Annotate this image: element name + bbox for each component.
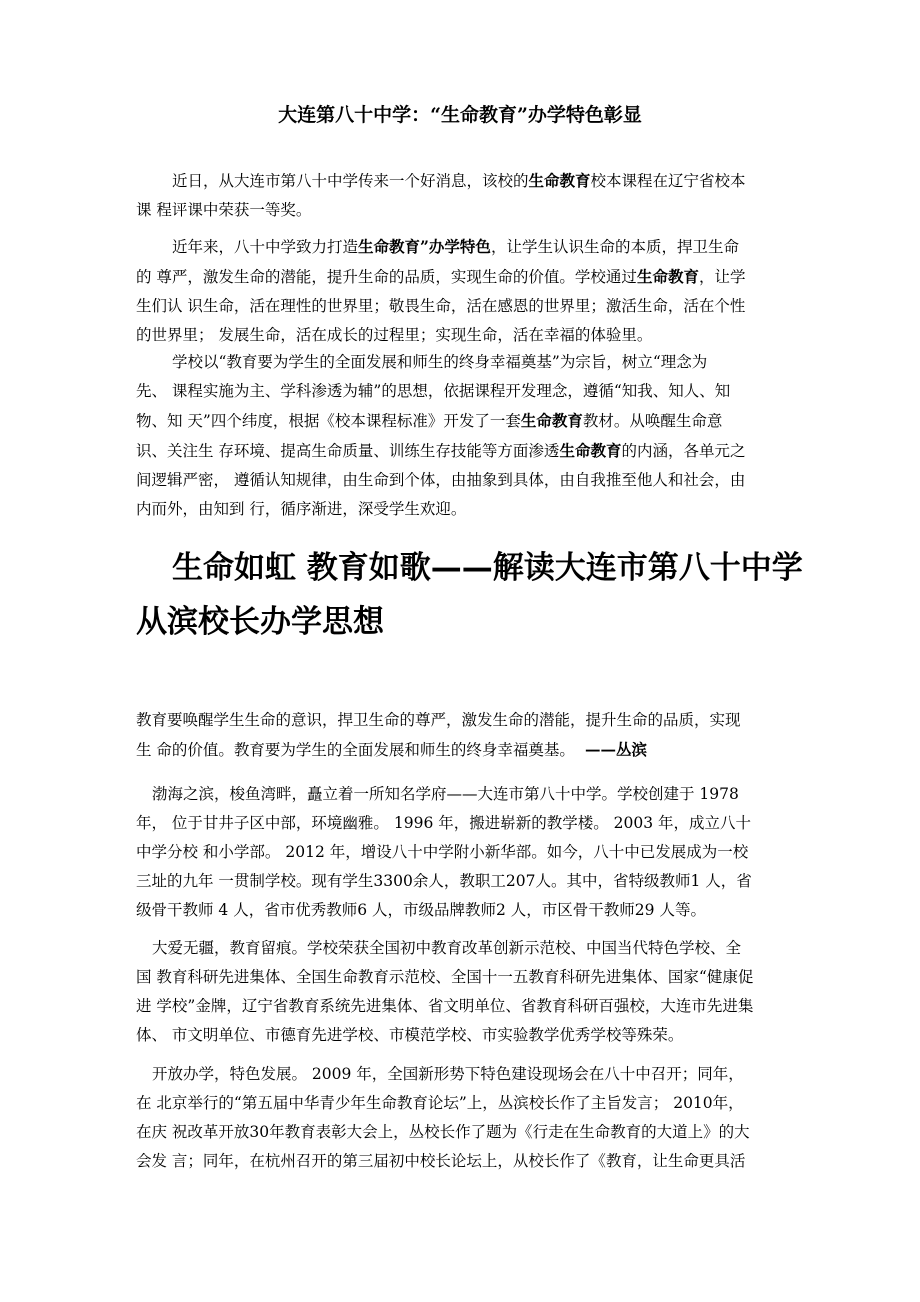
- paragraph-2: [136, 232, 786, 350]
- text-run: 教材。从唤醒生命意: [582, 412, 723, 430]
- heading-line: 生命如虹 教育如歌——解读大连市第八十中学: [172, 550, 803, 586]
- quote-paragraph: [136, 706, 786, 765]
- text-run: 近年来，八十中学致力打造: [172, 238, 359, 256]
- text-line: 年， 位于甘井子区中部，环境幽雅。 1996 年，搬进崭新的教学楼。 2003 年，成立八十: [136, 814, 752, 832]
- quote-author: ——丛滨: [584, 740, 647, 759]
- paragraph-1: [136, 166, 786, 225]
- text-line: 渤海之滨，梭鱼湾畔，矗立着一所知名学府——大连市第八十中学。学校创建于 1978: [152, 785, 739, 803]
- text-line: 教育要唤醒学生生命的意识，捍卫生命的尊严，激发生命的潜能，提升生命的品质，实现: [136, 711, 741, 729]
- text-run: 的内涵，各单元之: [621, 442, 746, 460]
- bold-run: 生命教育: [559, 441, 622, 460]
- text-run: ，让学: [698, 268, 746, 286]
- text-line: 级骨干教师 4 人，省市优秀教师6 人，市级品牌教师2 人，市区骨干教师29 人等。: [136, 901, 706, 919]
- text-line: 在 北京举行的“第五届中华青少年生命教育论坛”上，丛滨校长作了主旨发言； 2010年，: [136, 1094, 744, 1112]
- text-line: [136, 406, 786, 436]
- text-run: 的 尊严，激发生命的潜能，提升生命的品质，实现生命的价值。学校通过: [136, 268, 637, 286]
- text-line: 学校以“教育要为学生的全面发展和师生的终身幸福奠基”为宗旨，树立“理念为: [172, 353, 708, 371]
- text-line: [136, 436, 786, 466]
- text-line: 课 程评课中荣获一等奖。: [136, 201, 312, 219]
- text-line: 开放办学，特色发展。 2009 年，全国新形势下特色建设现场会在八十中召开；同年，: [152, 1065, 744, 1083]
- text-run: 近日，从大连市第八十中学传来一个好消息，该校的: [172, 172, 529, 190]
- text-line: [136, 166, 786, 196]
- bold-run: 生命教育”办学特色: [358, 237, 491, 256]
- paragraph-5: [136, 934, 786, 1050]
- text-line: 中学分校 和小学部。 2012 年，增设八十中学附小新华部。如今，八十中已发展成为一校: [136, 843, 749, 861]
- text-run: 校本课程在辽宁省校本: [590, 172, 746, 190]
- text-line: 进 学校”金牌，辽宁省教育系统先进集体、省文明单位、省教育科研百强校，大连市先进集: [136, 997, 754, 1015]
- text-run: 生 命的价值。教育要为学生的全面发展和师生的终身幸福奠基。: [136, 741, 575, 759]
- heading-line: 从滨校长办学思想: [136, 604, 384, 640]
- text-line: 生们认 识生命，活在理性的世界里；敬畏生命，活在感恩的世界里；激活生命，活在个性: [136, 297, 746, 315]
- text-line: [136, 232, 786, 262]
- bold-run: 生命教育: [520, 411, 583, 430]
- text-line: 间逻辑严密， 遵循认知规律，由生命到个体，由抽象到具体，由自我推至他人和社会，由: [136, 471, 746, 489]
- bold-run: 生命教育: [528, 171, 591, 190]
- text-line: [136, 262, 786, 292]
- text-line: 大爱无疆，教育留痕。学校荣获全国初中教育改革创新示范校、中国当代特色学校、全: [152, 939, 742, 957]
- text-run: ，让学生认识生命的本质，捍卫生命: [490, 238, 739, 256]
- paragraph-6: [136, 1060, 786, 1176]
- text-line: [136, 735, 786, 765]
- section-heading: [136, 541, 836, 649]
- text-line: 在庆 祝改革开放30年教育表彰大会上，丛校长作了题为《行走在生命教育的大道上》的大: [136, 1123, 750, 1141]
- text-line: 会发 言；同年，在杭州召开的第三届初中校长论坛上，从校长作了《教育，让生命更具活: [136, 1152, 746, 1170]
- text-line: 国 教育科研先进集体、全国生命教育示范校、全国十一五教育科研先进集体、国家“健康促: [136, 968, 754, 986]
- text-run: 物、知 天”四个纬度，根据《校本课程标准》开发了一套: [136, 412, 521, 430]
- text-line: 先、 课程实施为主、学科渗透为辅”的思想，依据课程开发理念，遵循“知我、知人、知: [136, 382, 731, 400]
- text-line: 的世界里； 发展生命，活在成长的过程里；实现生命，活在幸福的体验里。: [136, 326, 653, 344]
- paragraph-4: [136, 780, 786, 925]
- text-line: 体、 市文明单位、市德育先进学校、市模范学校、市实验教学优秀学校等殊荣。: [136, 1026, 684, 1044]
- text-run: 识、关注生 存环境、提高生命质量、训练生存技能等方面渗透: [136, 442, 560, 460]
- paragraph-3: [136, 348, 786, 524]
- article-title: 大连第八十中学：“生命教育”办学特色彰显: [278, 104, 642, 126]
- text-line: 三址的九年 一贯制学校。现有学生3300余人，教职工207人。其中，省特级教师1 人，省: [136, 872, 752, 890]
- text-line: 内而外，由知到 行，循序渐进，深受学生欢迎。: [136, 500, 467, 518]
- bold-run: 生命教育: [636, 267, 699, 286]
